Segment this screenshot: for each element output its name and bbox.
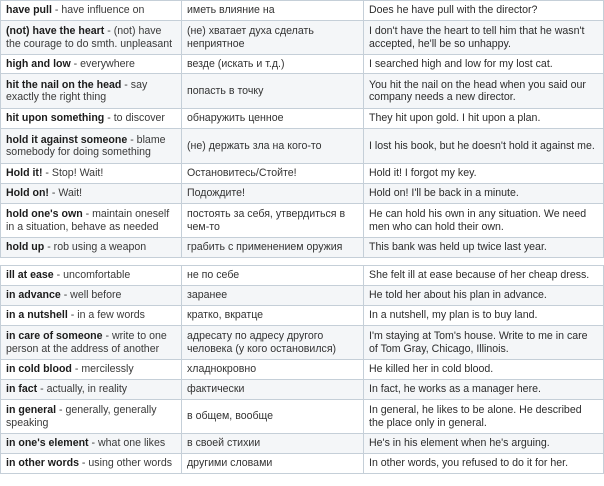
idiom-cell (1, 286, 182, 306)
example-sentence: Hold it! I forgot my key. (364, 164, 604, 184)
example-sentence: You hit the nail on the head when you said our company needs a new director. (364, 74, 604, 109)
idiom-term: Hold it! (6, 167, 43, 180)
idiom-cell (1, 326, 182, 360)
idiom-cell (1, 55, 182, 74)
idiom-cell (1, 434, 182, 454)
idiom-row (1, 21, 604, 55)
russian-translation: заранее (182, 286, 364, 306)
idiom-term: in advance (6, 289, 61, 302)
example-sentence: I'm staying at Tom's house. Write to me in care of Tom Gray, Chicago, Illinois. (364, 326, 604, 360)
russian-translation: кратко, вкратце (182, 306, 364, 326)
idiom-row (1, 454, 604, 474)
idiom-definition: - using other words (78, 457, 173, 470)
divider-cell (1, 258, 182, 266)
idiom-term: hold one's own (6, 208, 83, 220)
idiom-row (1, 434, 604, 454)
idiom-row (1, 184, 604, 204)
idiom-definition: - well before (60, 289, 122, 302)
example-sentence: Does he have pull with the director? (364, 1, 604, 21)
idiom-term: hit upon something (6, 112, 105, 125)
idiom-definition: - blame somebody for doing something (6, 133, 166, 158)
idiom-row (1, 380, 604, 400)
idiom-definition: - in a few words (67, 309, 145, 322)
idiom-definition: - everywhere (70, 57, 135, 70)
idiom-row (1, 326, 604, 360)
russian-translation: в общем, вообще (182, 400, 364, 434)
russian-translation: (не) хватает духа сделать неприятное (182, 21, 364, 55)
idiom-cell (1, 21, 182, 55)
russian-translation: постоять за себя, утвердиться в чем-то (182, 204, 364, 238)
idiom-definition: - have influence on (51, 4, 145, 17)
example-sentence: Hold on! I'll be back in a minute. (364, 184, 604, 204)
russian-translation: грабить с применением оружия (182, 238, 364, 258)
idiom-row (1, 286, 604, 306)
idiom-term: in cold blood (6, 363, 72, 376)
idiom-cell (1, 74, 182, 109)
idiom-row (1, 360, 604, 380)
example-sentence: I lost his book, but he doesn't hold it against me. (364, 129, 604, 164)
idiom-cell (1, 204, 182, 238)
russian-translation: адресату по адресу другого человека (у кого остановился) (182, 326, 364, 360)
idiom-cell (1, 266, 182, 286)
idiom-term: Hold on! (6, 187, 49, 200)
russian-translation: другими словами (182, 454, 364, 474)
idiom-cell (1, 238, 182, 258)
russian-translation: фактически (182, 380, 364, 400)
russian-translation: хладнокровно (182, 360, 364, 380)
idiom-definition: - (not) have the courage to do smth. unpleasant (6, 25, 173, 50)
idiom-cell (1, 454, 182, 474)
idiom-cell (1, 109, 182, 129)
idiom-row (1, 1, 604, 21)
idiom-row (1, 238, 604, 258)
russian-translation: иметь влияние на (182, 1, 364, 21)
idiom-term: ill at ease (6, 269, 54, 282)
idiom-term: in general (6, 404, 57, 416)
idiom-row (1, 164, 604, 184)
example-sentence: She felt ill at ease because of her cheap dress. (364, 266, 604, 286)
idiom-term: have pull (6, 4, 52, 17)
section-divider (1, 258, 604, 266)
divider-cell (182, 258, 364, 266)
russian-translation: Подождите! (182, 184, 364, 204)
idiom-term: (not) have the heart (6, 25, 105, 37)
example-sentence: In other words, you refused to do it for her. (364, 454, 604, 474)
idiom-row (1, 306, 604, 326)
idiom-definition: - rob using a weapon (44, 241, 147, 254)
russian-translation: в своей стихии (182, 434, 364, 454)
idiom-term: high and low (6, 57, 71, 70)
russian-translation: обнаружить ценное (182, 109, 364, 129)
idiom-cell (1, 184, 182, 204)
idiom-cell (1, 1, 182, 21)
idiom-row (1, 204, 604, 238)
idiom-cell (1, 306, 182, 326)
russian-translation: (не) держать зла на кого-то (182, 129, 364, 164)
idiom-cell (1, 164, 182, 184)
idiom-term: in other words (6, 457, 79, 470)
example-sentence: In general, he likes to be alone. He described the place only in general. (364, 400, 604, 434)
example-sentence: In a nutshell, my plan is to buy land. (364, 306, 604, 326)
idiom-definition: - actually, in reality (37, 383, 128, 396)
idiom-definition: - maintain oneself in a situation, behave as needed (6, 208, 170, 233)
idiom-definition: - write to one person at the address of another (6, 330, 167, 355)
idiom-cell (1, 129, 182, 164)
idiom-row (1, 74, 604, 109)
example-sentence: I don't have the heart to tell him that he wasn't accepted, he'll be so unhappy. (364, 21, 604, 55)
example-sentence: They hit upon gold. I hit upon a plan. (364, 109, 604, 129)
idiom-definition: - Wait! (48, 187, 83, 200)
idiom-term: hold up (6, 241, 45, 254)
divider-cell (364, 258, 604, 266)
idiom-row (1, 266, 604, 286)
idiom-term: in one's element (6, 437, 89, 450)
idioms-table-body (1, 1, 604, 474)
example-sentence: In fact, he works as a manager here. (364, 380, 604, 400)
idiom-term: in fact (6, 383, 38, 396)
idiom-definition: - say exactly the right thing (6, 78, 148, 103)
russian-translation: Остановитесь/Стойте! (182, 164, 364, 184)
idiom-term: hold it against someone (6, 133, 128, 146)
idiom-cell (1, 360, 182, 380)
russian-translation: попасть в точку (182, 74, 364, 109)
example-sentence: I searched high and low for my lost cat. (364, 55, 604, 74)
idiom-definition: - uncomfortable (53, 269, 131, 282)
example-sentence: He told her about his plan in advance. (364, 286, 604, 306)
idiom-row (1, 55, 604, 74)
example-sentence: He killed her in cold blood. (364, 360, 604, 380)
idiom-definition: - what one likes (88, 437, 166, 450)
idiom-cell (1, 400, 182, 434)
idiom-cell (1, 380, 182, 400)
idiom-definition: - Stop! Wait! (42, 167, 104, 180)
idiom-term: in a nutshell (6, 309, 68, 322)
idiom-term: hit the nail on the head (6, 78, 122, 91)
russian-translation: не по себе (182, 266, 364, 286)
russian-translation: везде (искать и т.д.) (182, 55, 364, 74)
example-sentence: This bank was held up twice last year. (364, 238, 604, 258)
idiom-row (1, 109, 604, 129)
idiom-term: in care of someone (6, 330, 103, 342)
idiom-definition: - mercilessly (71, 363, 134, 376)
example-sentence: He's in his element when he's arguing. (364, 434, 604, 454)
idiom-row (1, 129, 604, 164)
idiom-row (1, 400, 604, 434)
idiom-definition: - generally, generally speaking (6, 404, 157, 429)
example-sentence: He can hold his own in any situation. We need men who can hold their own. (364, 204, 604, 238)
idiom-definition: - to discover (104, 112, 165, 125)
